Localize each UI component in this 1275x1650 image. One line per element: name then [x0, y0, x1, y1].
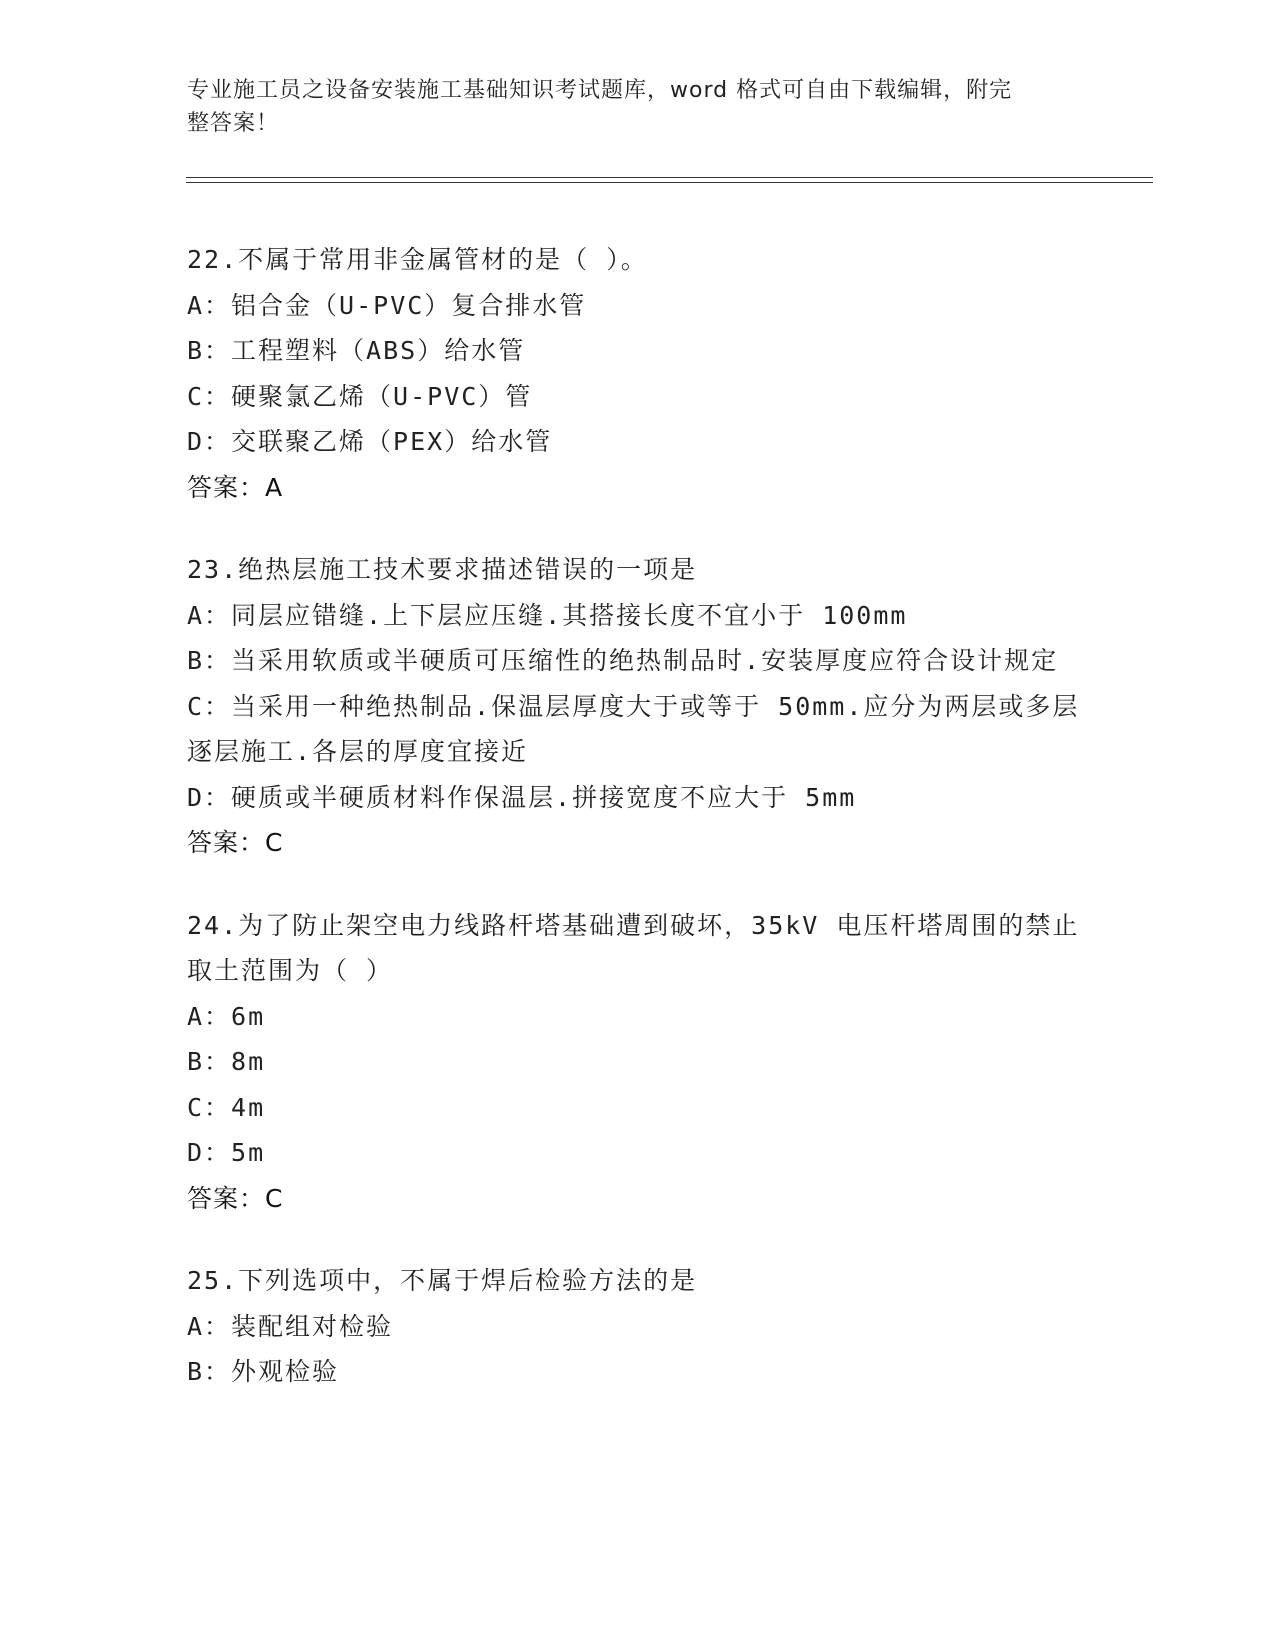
question-stem: 23.绝热层施工技术要求描述错误的一项是 — [187, 555, 698, 584]
header-divider-bottom — [186, 182, 1153, 183]
option-a: A：6m — [187, 1001, 266, 1031]
question-stem: 24.为了防止架空电力线路杆塔基础遭到破坏，35kV 电压杆塔周围的禁止取土范围为（ ） — [187, 910, 1080, 985]
option-a: A：装配组对检验 — [187, 1311, 394, 1341]
document-header — [187, 74, 1087, 140]
option-a: A：铝合金（U-PVC）复合排水管 — [187, 290, 587, 320]
question-23 — [187, 547, 1087, 866]
option-d: D：交联聚乙烯（PEX）给水管 — [187, 427, 553, 456]
option-b: B：8m — [187, 1047, 266, 1076]
answer-line: 答案：A — [187, 472, 284, 502]
question-22 — [187, 237, 1087, 510]
header-divider-top — [186, 177, 1153, 178]
option-d: D：硬质或半硬质材料作保温层.拼接宽度不应大于 5mm — [187, 782, 857, 812]
option-d: D：5m — [187, 1138, 266, 1167]
option-b: B：工程塑料（ABS）给水管 — [187, 336, 526, 365]
option-a: A：同层应错缝.上下层应压缝.其搭接长度不宜小于 100mm — [187, 600, 908, 630]
question-25 — [187, 1258, 1087, 1395]
header-line-2: 整答案！ — [187, 111, 280, 136]
question-stem: 25.下列选项中，不属于焊后检验方法的是 — [187, 1266, 698, 1295]
option-b: B：当采用软质或半硬质可压缩性的绝热制品时.安装厚度应符合设计规定 — [187, 646, 1059, 675]
answer-line: 答案：C — [187, 828, 284, 857]
option-c: C：当采用一种绝热制品.保温层厚度大于或等于 50mm.应分为两层或多层逐层施工.各层的厚度宜接近 — [187, 691, 1080, 766]
option-c: C：4m — [187, 1092, 266, 1122]
answer-line: 答案：C — [187, 1183, 284, 1213]
question-list — [187, 237, 1087, 1432]
question-stem: 22.不属于常用非金属管材的是（ ）。 — [187, 245, 648, 274]
option-b: B：外观检验 — [187, 1357, 340, 1386]
header-line-1: 专业施工员之设备安装施工基础知识考试题库，word 格式可自由下载编辑，附完 — [187, 78, 1013, 103]
option-c: C：硬聚氯乙烯（U-PVC）管 — [187, 381, 533, 411]
question-24 — [187, 903, 1087, 1222]
